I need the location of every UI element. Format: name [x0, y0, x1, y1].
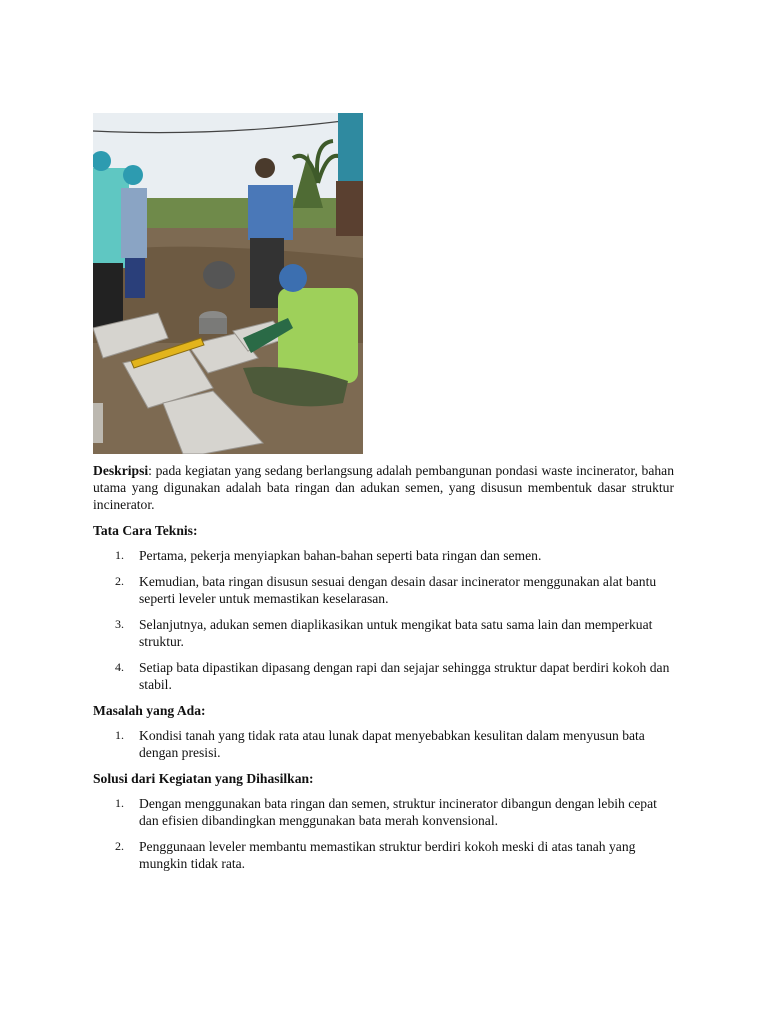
construction-photo: [93, 113, 363, 454]
description-paragraph: [93, 462, 674, 513]
numbered-list: [93, 727, 674, 761]
section-title: Tata Cara Teknis:: [93, 523, 198, 538]
list-text: Setiap bata dipastikan dipasang dengan rapi dan sejajar sehingga struktur dapat berdiri kokoh dan stabil.: [139, 660, 670, 692]
list-number: 1.: [115, 796, 124, 810]
section-title: Solusi dari Kegiatan yang Dihasilkan:: [93, 771, 314, 786]
list-text: Kondisi tanah yang tidak rata atau lunak dapat menyebabkan kesulitan dalam menyusun bata dengan presisi.: [139, 728, 645, 760]
numbered-list: [93, 547, 674, 693]
list-number: 2.: [115, 574, 124, 588]
list-item: [93, 838, 674, 872]
list-item: [93, 727, 674, 761]
list-item: [93, 547, 674, 564]
document-content: [93, 462, 674, 881]
description-label: Deskripsi: [93, 463, 149, 478]
list-item: [93, 573, 674, 607]
list-text: Pertama, pekerja menyiapkan bahan-bahan seperti bata ringan dan semen.: [139, 548, 542, 563]
numbered-list: [93, 795, 674, 872]
section-title: Masalah yang Ada:: [93, 703, 206, 718]
list-number: 1.: [115, 728, 124, 742]
list-number: 4.: [115, 660, 124, 674]
list-text: Dengan menggunakan bata ringan dan semen, struktur incinerator dibangun dengan lebih cepat dan efisien dibandingkan menggunakan bata merah konvensional.: [139, 796, 657, 828]
section-solutions: [93, 770, 674, 872]
list-number: 3.: [115, 617, 124, 631]
description-text: : pada kegiatan yang sedang berlangsung adalah pembangunan pondasi waste incinerator, bahan utama yang digunakan adalah bata ringan dan adukan semen, yang disusun membentuk dasar struktur incinerator.: [93, 463, 674, 512]
list-item: [93, 795, 674, 829]
section-technical: [93, 522, 674, 693]
section-problems: [93, 702, 674, 761]
list-text: Penggunaan leveler membantu memastikan struktur berdiri kokoh meski di atas tanah yang mungkin tidak rata.: [139, 839, 636, 871]
list-text: Kemudian, bata ringan disusun sesuai dengan desain dasar incinerator menggunakan alat bantu seperti leveler untuk memastikan keselarasan.: [139, 574, 657, 606]
list-number: 1.: [115, 548, 124, 562]
list-item: [93, 616, 674, 650]
list-text: Selanjutnya, adukan semen diaplikasikan untuk mengikat bata satu sama lain dan memperkuat struktur.: [139, 617, 653, 649]
list-item: [93, 659, 674, 693]
list-number: 2.: [115, 839, 124, 853]
